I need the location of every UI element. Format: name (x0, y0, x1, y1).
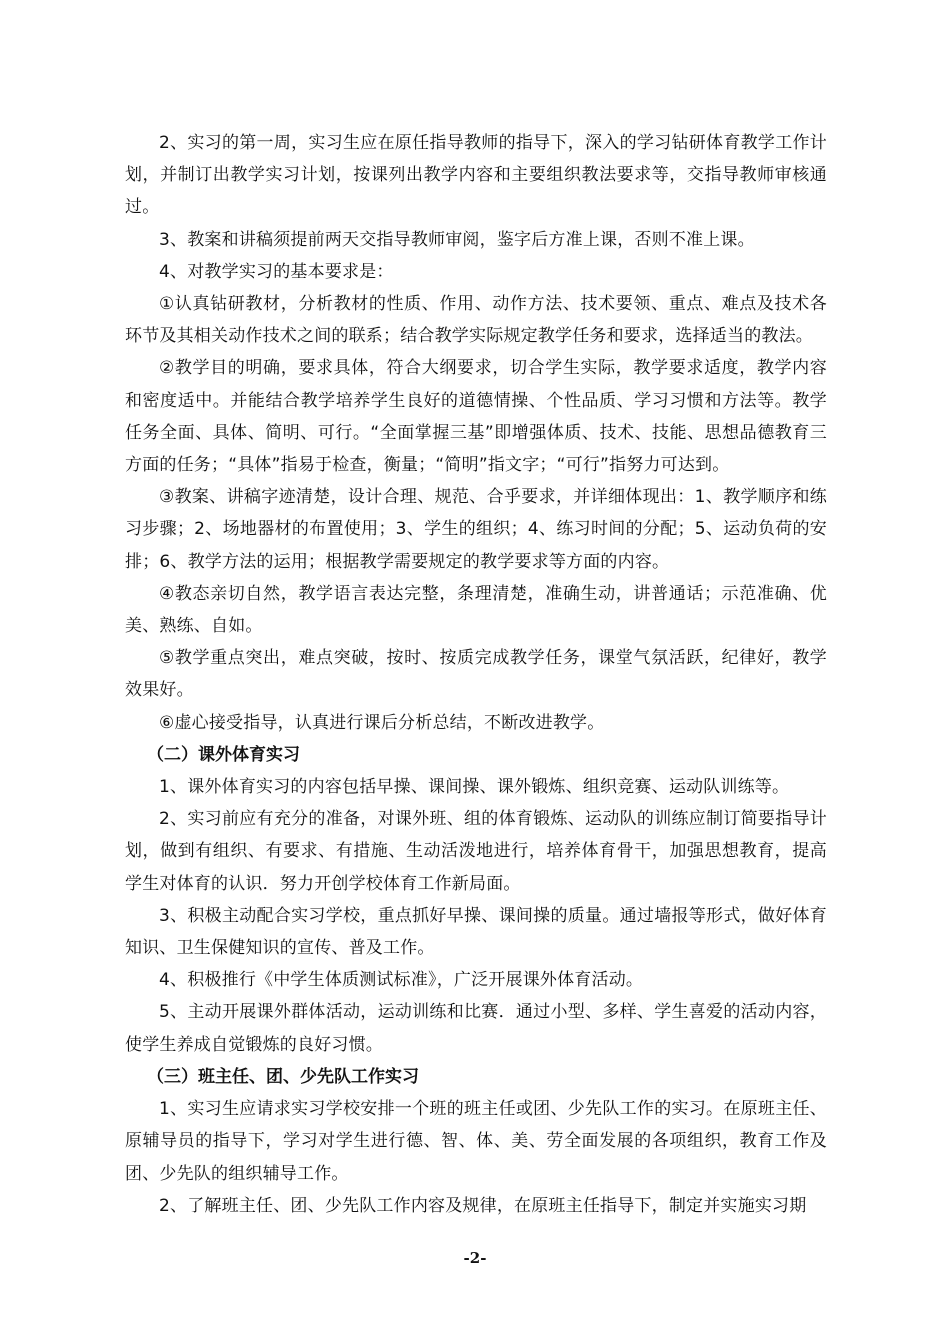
paragraph: 3、积极主动配合实习学校，重点抓好早操、课间操的质量。通过墙报等形式，做好体育知识、卫生保健知识的宣传、普及工作。 (125, 905, 827, 959)
paragraph: 4、积极推行《中学生体质测试标准》，广泛开展课外体育活动。 (159, 970, 644, 991)
paragraph: 2、了解班主任、团、少先队工作内容及规律，在原班主任指导下，制定并实施实习期 (159, 1195, 807, 1216)
section-heading: （三）班主任、团、少先队工作实习 (147, 1066, 419, 1087)
paragraph: ⑤教学重点突出，难点突破，按时、按质完成教学任务，课堂气氛活跃，纪律好，教学效果好。 (125, 648, 827, 701)
paragraph: 2、实习的第一周，实习生应在原任指导教师的指导下，深入的学习钻研体育教学工作计划，并制订出教学实习计划，按课列出教学内容和主要组织教法要求等，交指导教师审核通过。 (125, 133, 827, 218)
paragraph: ②教学目的明确，要求具体，符合大纲要求，切合学生实际，教学要求适度，教学内容和密度适中。并能结合教学培养学生良好的道德情操、个性品质、学习习惯和方法等。教学任务全面、具体、简明、可行。“全面掌握三基”即增强体质、技术、技能、思想品德教育三方面的任务；“具体”指易于检查，衡量；“简明”指文字；“可行”指努力可达到。 (125, 358, 827, 476)
paragraph: 3、教案和讲稿须提前两天交指导教师审阅，鉴字后方准上课，否则不准上课。 (159, 229, 755, 250)
paragraph: ③教案、讲稿字迹清楚，设计合理、规范、合乎要求，并详细体现出：1、教学顺序和练习步骤；2、场地器材的布置使用；3、学生的组织；4、练习时间的分配；5、运动负荷的安排；6、教学方法的运用；根据教学需要规定的教学要求等方面的内容。 (125, 487, 827, 572)
paragraph: 1、实习生应请求实习学校安排一个班的班主任或团、少先队工作的实习。在原班主任、原辅导员的指导下，学习对学生进行德、智、体、美、劳全面发展的各项组织，教育工作及团、少先队的组织辅导工作。 (125, 1099, 827, 1184)
paragraph: ①认真钻研教材，分析教材的性质、作用、动作方法、技术要领、重点、难点及技术各环节及其相关动作技术之间的联系；结合教学实际规定教学任务和要求，选择适当的教法。 (125, 294, 827, 347)
paragraph: 2、实习前应有充分的准备，对课外班、组的体育锻炼、运动队的训练应制订简要指导计划，做到有组织、有要求、有措施、生动活泼地进行，培养体育骨干，加强思想教育，提高学生对体育的认识．努力开创学校体育工作新局面。 (125, 809, 827, 894)
section-heading: （二）课外体育实习 (147, 744, 300, 765)
paragraph: ④教态亲切自然，教学语言表达完整，条理清楚，准确生动，讲普通话；示范准确、优美、熟练、自如。 (125, 583, 827, 637)
paragraph: 5、主动开展课外群体活动，运动训练和比赛．通过小型、多样、学生喜爱的活动内容，使学生养成自觉锻炼的良好习惯。 (125, 1002, 827, 1055)
paragraph: ⑥虚心接受指导，认真进行课后分析总结，不断改进教学。 (159, 712, 605, 733)
paragraph: 1、课外体育实习的内容包括早操、课间操、课外锻炼、组织竞赛、运动队训练等。 (159, 777, 790, 798)
page-number: -2- (463, 1249, 487, 1267)
paragraph: 4、对教学实习的基本要求是： (159, 261, 394, 282)
document-body (125, 127, 827, 1222)
